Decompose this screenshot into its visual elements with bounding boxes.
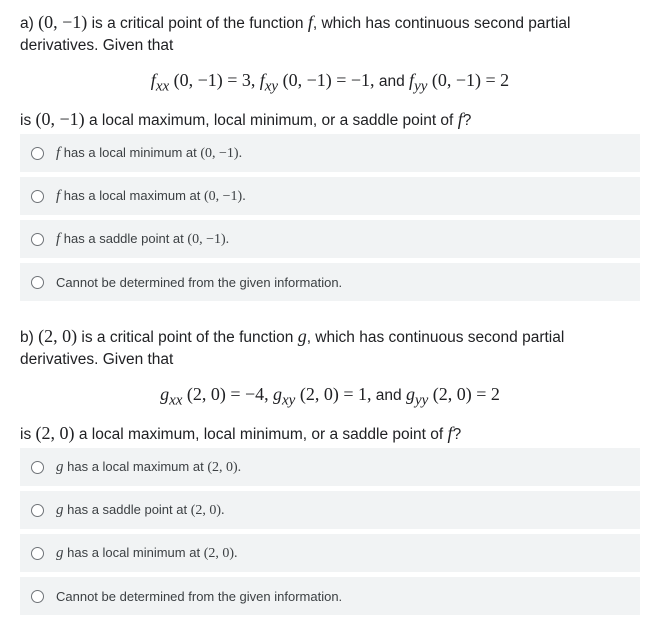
- question-a-ask: [20, 108, 620, 132]
- option-text: has a local maximum at: [63, 187, 201, 203]
- radio-button[interactable]: [31, 233, 44, 246]
- option-text: has a local minimum at: [67, 544, 201, 560]
- ask-a-2: a local maximum, local minimum, or a saddle point of: [88, 111, 454, 129]
- eq-b-3-rhs: (2, 0) = 2: [432, 384, 500, 404]
- question-a-options: [20, 134, 640, 306]
- option-a-2[interactable]: [20, 177, 640, 215]
- ask-a-point: (0, −1): [35, 108, 85, 129]
- question-a-point: (0, −1): [38, 12, 88, 32]
- eq-b-2-name: g: [273, 384, 282, 404]
- eq-a-1-rhs: (0, −1) = 3,: [173, 70, 256, 90]
- ask-a-1: is: [20, 111, 32, 129]
- radio-button[interactable]: [31, 547, 44, 560]
- option-b-1[interactable]: [20, 448, 640, 486]
- ask-a-fn: f: [457, 108, 463, 129]
- ask-b-q: ?: [452, 425, 462, 443]
- option-b-2[interactable]: [20, 491, 640, 529]
- question-b-options: [20, 448, 640, 620]
- option-text: has a saddle point at: [63, 230, 184, 246]
- option-text: Cannot be determined from the given information.: [56, 274, 343, 290]
- eq-b-3-sub: yy: [414, 392, 429, 409]
- option-b-3[interactable]: [20, 534, 640, 572]
- option-b-4[interactable]: [20, 577, 640, 615]
- radio-button[interactable]: [31, 147, 44, 160]
- option-point: (0, −1).: [200, 145, 243, 161]
- eq-b-and: and: [375, 387, 402, 404]
- option-text: has a local minimum at: [63, 144, 197, 160]
- question-b: [20, 325, 620, 446]
- ask-b-fn: f: [447, 422, 453, 443]
- option-point: (0, −1).: [203, 188, 246, 204]
- ask-b-2: a local maximum, local minimum, or a saddle point of: [78, 425, 444, 443]
- eq-a-3-rhs: (0, −1) = 2: [431, 70, 510, 90]
- question-a-equation: [20, 67, 640, 100]
- eq-a-1-name: f: [150, 70, 156, 90]
- eq-b-2-sub: xy: [282, 392, 296, 409]
- question-a-intro: is a critical point of the function: [91, 15, 304, 32]
- option-fn: f: [56, 230, 61, 247]
- option-point: (2, 0).: [190, 502, 225, 518]
- option-text: has a saddle point at: [67, 501, 188, 517]
- question-b-function: g: [297, 326, 307, 346]
- eq-b-1-name: g: [160, 384, 170, 404]
- radio-button[interactable]: [31, 590, 44, 603]
- ask-a-q: ?: [462, 111, 472, 129]
- eq-b-3-name: g: [405, 384, 415, 404]
- option-point: (0, −1).: [187, 231, 230, 247]
- question-b-ask: [20, 422, 620, 446]
- question-b-prompt: [20, 325, 620, 371]
- option-fn: f: [56, 144, 61, 161]
- eq-b-2-rhs: (2, 0) = 1,: [299, 384, 372, 404]
- question-b-intro-2: , which has continuous second partial derivatives. Given that: [20, 329, 565, 368]
- option-a-4[interactable]: [20, 263, 640, 301]
- ask-b-point: (2, 0): [35, 422, 75, 443]
- eq-a-1-sub: xx: [155, 78, 170, 95]
- question-b-equation: [20, 381, 640, 414]
- radio-button[interactable]: [31, 190, 44, 203]
- option-label: [56, 275, 342, 290]
- radio-button[interactable]: [31, 276, 44, 289]
- eq-a-and: and: [378, 73, 405, 90]
- option-fn: g: [56, 501, 64, 518]
- question-a: [20, 11, 620, 132]
- eq-a-3-sub: yy: [414, 78, 428, 95]
- eq-a-3-name: f: [409, 70, 415, 90]
- question-b-intro: is a critical point of the function: [81, 329, 294, 346]
- eq-a-2-name: f: [259, 70, 265, 90]
- eq-a-2-rhs: (0, −1) = −1,: [282, 70, 375, 90]
- option-text: has a local maximum at: [67, 458, 204, 474]
- question-b-point: (2, 0): [38, 326, 78, 346]
- option-text: Cannot be determined from the given information.: [56, 588, 343, 604]
- ask-b-1: is: [20, 425, 32, 443]
- option-a-3[interactable]: [20, 220, 640, 258]
- option-point: (2, 0).: [207, 459, 242, 475]
- option-label: [56, 188, 246, 205]
- option-label: [56, 545, 238, 562]
- eq-b-1-sub: xx: [169, 392, 183, 409]
- option-fn: g: [56, 458, 64, 475]
- question-b-label: b): [20, 329, 34, 346]
- radio-button[interactable]: [31, 504, 44, 517]
- option-label: [56, 231, 229, 248]
- option-fn: g: [56, 544, 64, 561]
- question-a-intro-2: , which has continuous second partial derivatives. Given that: [20, 15, 571, 54]
- option-label: [56, 459, 241, 476]
- question-a-prompt: [20, 11, 620, 57]
- question-a-function: f: [307, 12, 313, 32]
- option-label: [56, 145, 242, 162]
- option-fn: f: [56, 187, 61, 204]
- option-point: (2, 0).: [203, 545, 238, 561]
- eq-a-2-sub: xy: [264, 78, 279, 95]
- question-a-label: a): [20, 15, 34, 32]
- option-label: [56, 502, 225, 519]
- radio-button[interactable]: [31, 461, 44, 474]
- option-label: [56, 589, 342, 604]
- option-a-1[interactable]: [20, 134, 640, 172]
- eq-b-1-rhs: (2, 0) = −4,: [186, 384, 269, 404]
